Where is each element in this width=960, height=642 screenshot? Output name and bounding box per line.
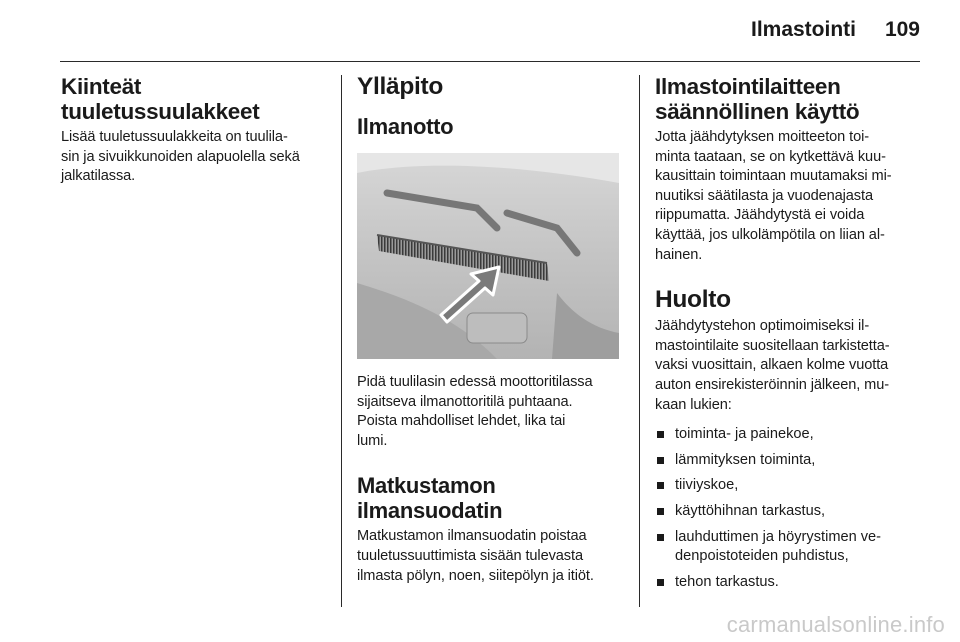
heading-maintenance: Ylläpito: [357, 73, 444, 100]
bullet-square-icon: [657, 457, 664, 464]
section-title: Ilmastointi: [750, 18, 856, 41]
list-item: käyttöhihnan tarkastus,: [655, 502, 923, 522]
heading-service: Huolto: [655, 286, 731, 314]
column-3: [655, 74, 923, 598]
bullet-square-icon: [657, 508, 664, 515]
heading-regular-use: Ilmastointilaitteen säännöllinen käyttö: [655, 74, 860, 124]
bullet-square-icon: [657, 579, 664, 586]
list-item: lämmityksen toiminta,: [655, 451, 923, 471]
column-1: [61, 74, 329, 187]
paragraph-regular-use: Jotta jäähdytyksen moitteeton toi- minta taataan, se on kytkettävä kuu- kausittain toimintaan muutamaksi mi- nuutiksi säätilasta ja vuodenajasta riippumatta. Jäähdytystä ei voida käyttää, jos ulkolämpötila on liian al- hainen.: [655, 129, 892, 263]
column-divider-left: [341, 75, 342, 607]
list-item: tehon tarkastus.: [655, 573, 923, 593]
list-item: tiiviyskoe,: [655, 476, 923, 496]
service-checklist: [655, 425, 923, 592]
paragraph-air-intake: Pidä tuulilasin edessä moottoritilassa sijaitseva ilmanottoritilä puhtaana. Poista mahdolliset lehdet, lika tai lumi.: [357, 374, 593, 449]
watermark: carmanualsonline.info: [726, 612, 945, 637]
heading-fixed-vents: Kiinteät tuuletussuulakkeet: [61, 74, 260, 124]
subheading-cabin-filter: Matkustamon ilmansuodatin: [357, 473, 503, 524]
bullet-square-icon: [657, 431, 664, 438]
paragraph-cabin-filter: Matkustamon ilmansuodatin poistaa tuuletussuuttimista sisään tulevasta ilmasta pölyn, noen, siitepölyn ja itiöt.: [357, 528, 594, 584]
header-rule: [60, 61, 920, 62]
reservoir: [467, 313, 527, 343]
paragraph-service: Jäähdytystehon optimoimiseksi il- mastointilaite suositellaan tarkistetta- vaksi vuosittain, alkaen kolme vuotta auton ensirekisteröinnin jälkeen, mu- kaan lukien:: [655, 318, 890, 413]
page-number: 109: [884, 18, 920, 41]
bullet-square-icon: [657, 482, 664, 489]
bullet-square-icon: [657, 534, 664, 541]
column-divider-right: [639, 75, 640, 607]
paragraph-fixed-vents: Lisää tuuletussuulakkeita on tuulila- sin ja sivuikkunoiden alapuolella sekä jalkatilassa.: [61, 129, 300, 185]
subheading-air-intake: Ilmanotto: [357, 114, 454, 139]
list-item: lauhduttimen ja höyrystimen ve- denpoistoteiden puhdistus,: [655, 528, 923, 567]
column-2: [357, 74, 625, 586]
list-item: toiminta- ja painekoe,: [655, 425, 923, 445]
air-intake-photo: [357, 153, 619, 359]
